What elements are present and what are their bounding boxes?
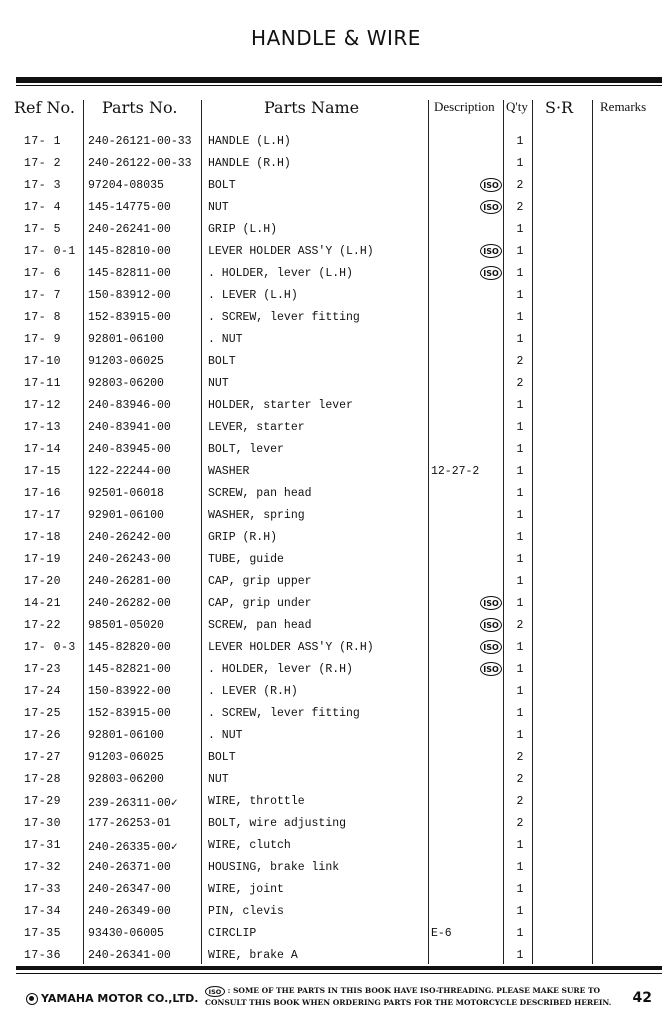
table-row: [0, 198, 672, 220]
ref-no-cell: 17- 2: [24, 157, 62, 170]
qty-cell: 1: [516, 333, 524, 346]
page-number: 42: [632, 990, 652, 1006]
table-row: [0, 286, 672, 308]
table-row: [0, 352, 672, 374]
qty-cell: 1: [516, 949, 524, 962]
parts-name-cell: NUT: [208, 773, 229, 786]
description-cell: E-6: [431, 927, 452, 940]
iso-icon: ISO: [480, 244, 502, 258]
qty-cell: 1: [516, 509, 524, 522]
iso-icon: ISO: [480, 200, 502, 214]
qty-cell: 1: [516, 883, 524, 896]
ref-no-cell: 17- 5: [24, 223, 62, 236]
table-row: [0, 572, 672, 594]
ref-no-cell: 17- 0-1: [24, 245, 76, 258]
ref-no-cell: 17- 0-3: [24, 641, 76, 654]
footer-rule-thin: [16, 973, 662, 974]
parts-name-cell: . LEVER (R.H): [208, 685, 298, 698]
iso-icon: ISO: [480, 596, 502, 610]
parts-no-cell: 145-82821-00: [88, 663, 171, 676]
ref-no-cell: 17-12: [24, 399, 62, 412]
qty-cell: 1: [516, 443, 524, 456]
parts-no-cell: 92801-06100: [88, 333, 164, 346]
parts-no-cell: 240-26243-00: [88, 553, 171, 566]
parts-name-cell: WASHER: [208, 465, 250, 478]
header-rule-top-thin: [16, 85, 662, 86]
parts-name-cell: CAP, grip under: [208, 597, 312, 610]
table-row: [0, 924, 672, 946]
table-row: [0, 308, 672, 330]
parts-name-cell: LEVER HOLDER ASS'Y (R.H): [208, 641, 374, 654]
ref-no-cell: 17-25: [24, 707, 62, 720]
qty-cell: 2: [516, 377, 524, 390]
parts-no-cell: 240-83946-00: [88, 399, 171, 412]
qty-cell: 1: [516, 465, 524, 478]
ref-no-cell: 17-23: [24, 663, 62, 676]
iso-icon: ISO: [480, 178, 502, 192]
parts-name-cell: TUBE, guide: [208, 553, 284, 566]
parts-no-cell: 122-22244-00: [88, 465, 171, 478]
qty-cell: 2: [516, 817, 524, 830]
table-row: [0, 594, 672, 616]
parts-no-cell: 92901-06100: [88, 509, 164, 522]
parts-no-cell: 93430-06005: [88, 927, 164, 940]
table-row: [0, 550, 672, 572]
table-row: [0, 814, 672, 836]
table-row: [0, 242, 672, 264]
parts-name-cell: BOLT: [208, 751, 236, 764]
qty-cell: 1: [516, 223, 524, 236]
ref-no-cell: 17-31: [24, 839, 62, 852]
table-row: [0, 484, 672, 506]
qty-cell: 1: [516, 421, 524, 434]
qty-cell: 1: [516, 839, 524, 852]
parts-no-cell: 240-26241-00: [88, 223, 171, 236]
table-row: [0, 418, 672, 440]
parts-no-cell: 98501-05020: [88, 619, 164, 632]
table-row: [0, 836, 672, 858]
parts-no-cell: 92801-06100: [88, 729, 164, 742]
qty-cell: 1: [516, 927, 524, 940]
parts-name-cell: GRIP (L.H): [208, 223, 278, 236]
table-row: [0, 726, 672, 748]
parts-name-cell: GRIP (R.H): [208, 531, 278, 544]
qty-cell: 2: [516, 355, 524, 368]
page-footer: [0, 982, 672, 1014]
parts-no-cell: 91203-06025: [88, 751, 164, 764]
table-row: [0, 528, 672, 550]
parts-no-cell: 97204-08035: [88, 179, 164, 192]
page-title: HANDLE & WIRE: [251, 26, 421, 50]
parts-no-cell: 150-83912-00: [88, 289, 171, 302]
iso-note: [205, 985, 615, 1008]
table-row: [0, 396, 672, 418]
parts-name-cell: CIRCLIP: [208, 927, 257, 940]
parts-no-cell: 240-83941-00: [88, 421, 171, 434]
qty-cell: 2: [516, 179, 524, 192]
ref-no-cell: 17-17: [24, 509, 62, 522]
qty-cell: 1: [516, 861, 524, 874]
parts-name-cell: HANDLE (R.H): [208, 157, 291, 170]
parts-no-cell: 240-26281-00: [88, 575, 171, 588]
qty-cell: 1: [516, 597, 524, 610]
table-row: [0, 704, 672, 726]
table-row: [0, 374, 672, 396]
ref-no-cell: 17-11: [24, 377, 62, 390]
parts-no-cell: 92501-06018: [88, 487, 164, 500]
parts-name-cell: SCREW, pan head: [208, 619, 312, 632]
iso-icon: ISO: [480, 640, 502, 654]
ref-no-cell: 17-29: [24, 795, 62, 808]
yamaha-logo-icon: [26, 993, 38, 1005]
ref-no-cell: 17-14: [24, 443, 62, 456]
parts-name-cell: . SCREW, lever fitting: [208, 311, 360, 324]
parts-no-cell: 240-26242-00: [88, 531, 171, 544]
parts-no-cell: 92803-06200: [88, 773, 164, 786]
parts-name-cell: SCREW, pan head: [208, 487, 312, 500]
ref-no-cell: 17-35: [24, 927, 62, 940]
parts-no-cell: 145-82810-00: [88, 245, 171, 258]
parts-name-cell: WIRE, brake A: [208, 949, 298, 962]
table-row: [0, 330, 672, 352]
parts-name-cell: BOLT: [208, 355, 236, 368]
iso-icon: ISO: [480, 662, 502, 676]
ref-no-cell: 17-20: [24, 575, 62, 588]
qty-cell: 1: [516, 245, 524, 258]
parts-name-cell: CAP, grip upper: [208, 575, 312, 588]
ref-no-cell: 17- 9: [24, 333, 62, 346]
parts-no-cell: 152-83915-00: [88, 311, 171, 324]
parts-name-cell: HOUSING, brake link: [208, 861, 340, 874]
ref-no-cell: 17-36: [24, 949, 62, 962]
ref-no-cell: 17- 8: [24, 311, 62, 324]
parts-name-cell: BOLT, wire adjusting: [208, 817, 347, 830]
iso-note-line-2: CONSULT THIS BOOK WHEN ORDERING PARTS FOR THE MOTORCYCLE DESCRIBED HEREIN.: [205, 997, 612, 1007]
parts-name-cell: PIN, clevis: [208, 905, 284, 918]
table-row: [0, 506, 672, 528]
parts-name-cell: . LEVER (L.H): [208, 289, 298, 302]
ref-no-cell: 17- 6: [24, 267, 62, 280]
qty-cell: 1: [516, 707, 524, 720]
parts-no-cell: 145-14775-00: [88, 201, 171, 214]
ref-no-cell: 17-34: [24, 905, 62, 918]
table-row: [0, 858, 672, 880]
ref-no-cell: 17-27: [24, 751, 62, 764]
ref-no-cell: 17-10: [24, 355, 62, 368]
ref-no-cell: 17-26: [24, 729, 62, 742]
parts-no-cell: 239-26311-00✓: [88, 797, 178, 810]
table-row: [0, 792, 672, 814]
parts-no-cell: 145-82820-00: [88, 641, 171, 654]
parts-name-cell: WIRE, clutch: [208, 839, 291, 852]
ref-no-cell: 17-32: [24, 861, 62, 874]
parts-name-cell: NUT: [208, 377, 229, 390]
parts-no-cell: 240-26121-00-33: [88, 135, 192, 148]
qty-cell: 1: [516, 729, 524, 742]
ref-no-cell: 17- 7: [24, 289, 62, 302]
col-header-qty: Q'ty: [506, 99, 528, 114]
table-row: [0, 946, 672, 968]
table-row: [0, 616, 672, 638]
table-row: [0, 660, 672, 682]
qty-cell: 1: [516, 641, 524, 654]
parts-no-cell: 152-83915-00: [88, 707, 171, 720]
table-row: [0, 440, 672, 462]
parts-no-cell: 240-26371-00: [88, 861, 171, 874]
qty-cell: 1: [516, 487, 524, 500]
parts-no-cell: 150-83922-00: [88, 685, 171, 698]
col-header-description: Description: [434, 99, 495, 114]
parts-no-cell: 240-26349-00: [88, 905, 171, 918]
ref-no-cell: 17-30: [24, 817, 62, 830]
parts-table: [0, 132, 672, 968]
iso-note-line-1: : SOME OF THE PARTS IN THIS BOOK HAVE ISO-THREADING. PLEASE MAKE SURE TO: [227, 986, 601, 995]
ref-no-cell: 17-16: [24, 487, 62, 500]
iso-icon: ISO: [205, 986, 225, 997]
qty-cell: 2: [516, 201, 524, 214]
qty-cell: 2: [516, 795, 524, 808]
qty-cell: 1: [516, 553, 524, 566]
parts-no-cell: 92803-06200: [88, 377, 164, 390]
parts-no-cell: 91203-06025: [88, 355, 164, 368]
parts-name-cell: BOLT, lever: [208, 443, 284, 456]
parts-name-cell: LEVER HOLDER ASS'Y (L.H): [208, 245, 374, 258]
parts-name-cell: HOLDER, starter lever: [208, 399, 353, 412]
qty-cell: 1: [516, 685, 524, 698]
parts-name-cell: WIRE, throttle: [208, 795, 305, 808]
parts-name-cell: . SCREW, lever fitting: [208, 707, 360, 720]
qty-cell: 1: [516, 311, 524, 324]
qty-cell: 1: [516, 157, 524, 170]
col-header-parts-no: Parts No.: [102, 97, 178, 117]
parts-name-cell: BOLT: [208, 179, 236, 192]
ref-no-cell: 17-33: [24, 883, 62, 896]
header-rule-top: [16, 77, 662, 83]
col-header-ref-no: Ref No.: [14, 97, 75, 117]
table-row: [0, 880, 672, 902]
ref-no-cell: 17-28: [24, 773, 62, 786]
qty-cell: 1: [516, 399, 524, 412]
footer-rule: [16, 966, 662, 970]
description-cell: 12-27-2: [431, 465, 480, 478]
manufacturer-logo: [26, 992, 198, 1005]
parts-no-cell: 240-26341-00: [88, 949, 171, 962]
qty-cell: 1: [516, 531, 524, 544]
table-row: [0, 462, 672, 484]
ref-no-cell: 17-13: [24, 421, 62, 434]
table-row: [0, 638, 672, 660]
table-row: [0, 154, 672, 176]
ref-no-cell: 17-22: [24, 619, 62, 632]
parts-name-cell: . NUT: [208, 333, 243, 346]
parts-no-cell: 240-83945-00: [88, 443, 171, 456]
qty-cell: 1: [516, 575, 524, 588]
qty-cell: 1: [516, 267, 524, 280]
ref-no-cell: 17-18: [24, 531, 62, 544]
table-row: [0, 902, 672, 924]
ref-no-cell: 17-19: [24, 553, 62, 566]
col-header-parts-name: Parts Name: [264, 97, 360, 117]
parts-no-cell: 177-26253-01: [88, 817, 171, 830]
iso-icon: ISO: [480, 618, 502, 632]
ref-no-cell: 14-21: [24, 597, 62, 610]
table-row: [0, 770, 672, 792]
table-row: [0, 748, 672, 770]
table-row: [0, 264, 672, 286]
parts-no-cell: 240-26122-00-33: [88, 157, 192, 170]
parts-name-cell: . HOLDER, lever (L.H): [208, 267, 353, 280]
table-row: [0, 176, 672, 198]
ref-no-cell: 17-24: [24, 685, 62, 698]
ref-no-cell: 17- 3: [24, 179, 62, 192]
qty-cell: 1: [516, 905, 524, 918]
ref-no-cell: 17- 4: [24, 201, 62, 214]
table-row: [0, 682, 672, 704]
manufacturer-name: YAMAHA MOTOR CO.,LTD.: [41, 992, 199, 1005]
parts-name-cell: WIRE, joint: [208, 883, 284, 896]
qty-cell: 1: [516, 289, 524, 302]
iso-icon: ISO: [480, 266, 502, 280]
parts-name-cell: WASHER, spring: [208, 509, 305, 522]
qty-cell: 1: [516, 663, 524, 676]
parts-no-cell: 240-26335-00✓: [88, 841, 178, 854]
qty-cell: 1: [516, 135, 524, 148]
table-row: [0, 132, 672, 154]
parts-no-cell: 240-26282-00: [88, 597, 171, 610]
parts-no-cell: 145-82811-00: [88, 267, 171, 280]
parts-no-cell: 240-26347-00: [88, 883, 171, 896]
parts-name-cell: NUT: [208, 201, 229, 214]
qty-cell: 2: [516, 773, 524, 786]
qty-cell: 2: [516, 619, 524, 632]
parts-name-cell: . NUT: [208, 729, 243, 742]
parts-name-cell: HANDLE (L.H): [208, 135, 291, 148]
parts-name-cell: LEVER, starter: [208, 421, 305, 434]
col-header-sr: S·R: [545, 97, 574, 117]
parts-name-cell: . HOLDER, lever (R.H): [208, 663, 353, 676]
col-header-remarks: Remarks: [600, 99, 647, 114]
table-row: [0, 220, 672, 242]
ref-no-cell: 17-15: [24, 465, 62, 478]
qty-cell: 2: [516, 751, 524, 764]
ref-no-cell: 17- 1: [24, 135, 62, 148]
